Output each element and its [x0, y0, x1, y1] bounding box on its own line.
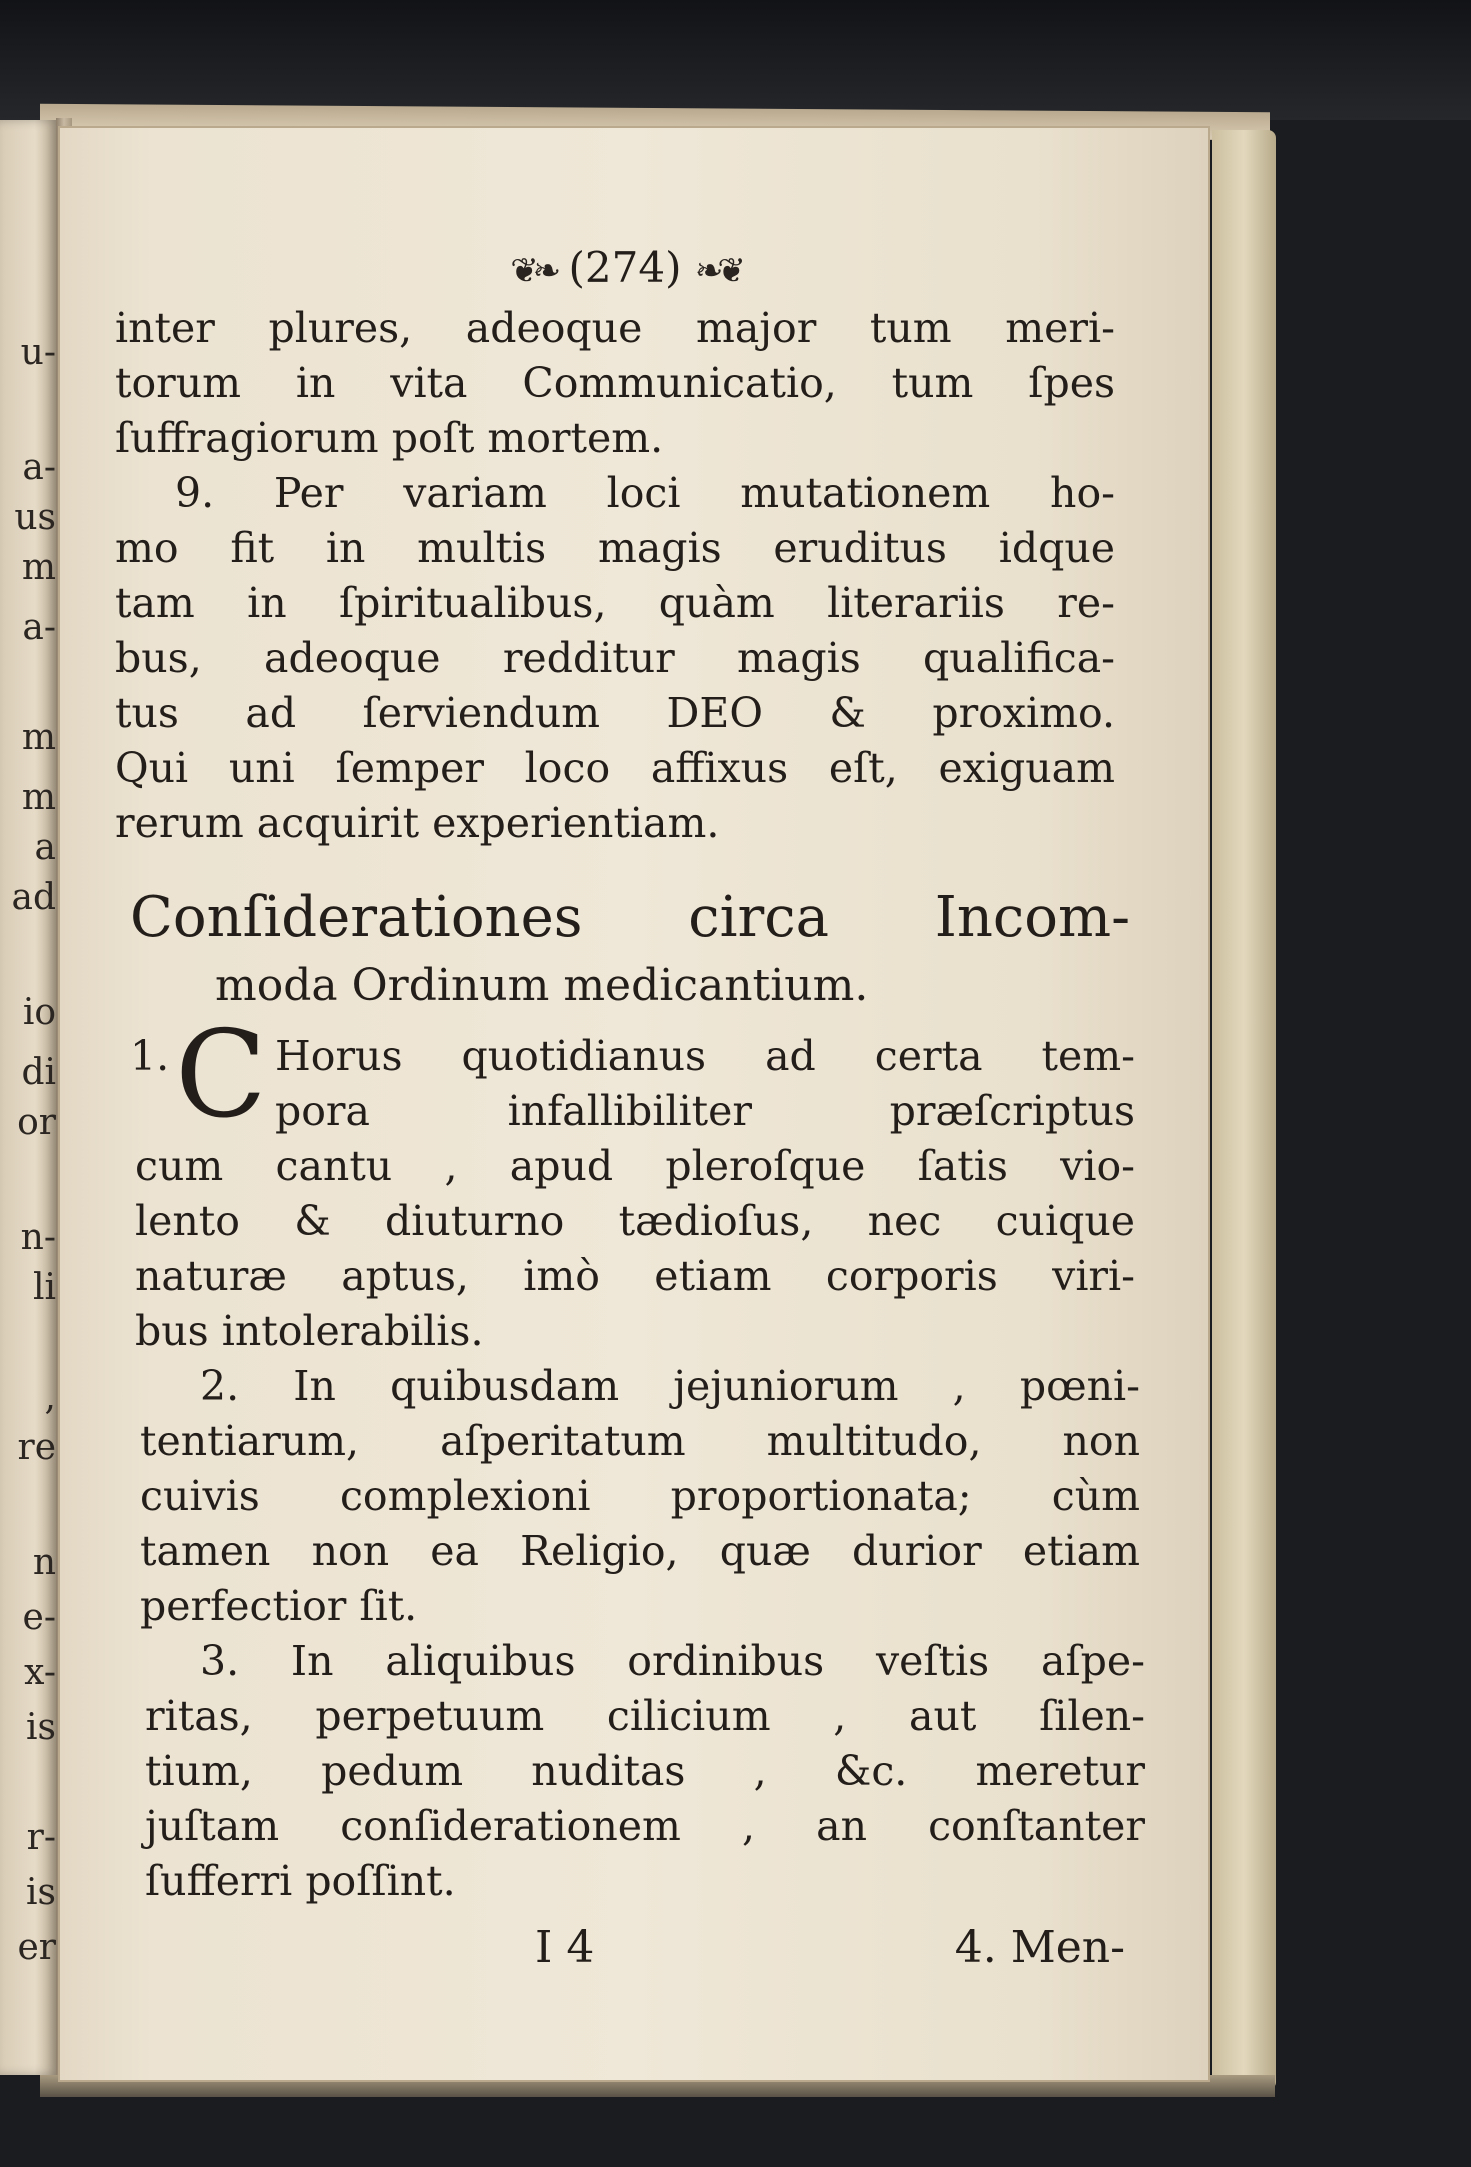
left-fragment: or [17, 1102, 56, 1143]
left-page-edge [0, 120, 58, 2075]
page-footer [115, 1920, 1125, 1982]
text-line: bus intolerabilis. [135, 1307, 484, 1355]
background-shadow [0, 0, 1471, 120]
left-fragment: e- [22, 1597, 56, 1638]
text-line: perfectior ſit. [140, 1582, 418, 1630]
left-fragment: is [26, 1707, 56, 1748]
text-line: naturæ aptus, imò etiam corporis viri- [135, 1252, 1135, 1300]
text-line: cum cantu , apud pleroſque ſatis vio- [135, 1142, 1135, 1190]
text-line: tamen non ea Religio, quæ durior etiam [140, 1527, 1140, 1575]
left-fragment: ad [11, 877, 56, 918]
left-fragment: u- [20, 332, 56, 373]
left-fragment: a- [22, 607, 56, 648]
page-header [415, 240, 835, 300]
left-fragment: , [44, 1377, 56, 1418]
text-line: cuivis complexioni proportionata; cùm [140, 1472, 1140, 1520]
text-line: mo fit in multis magis eruditus idque [115, 524, 1115, 572]
ornament-left-icon: ❦❧ [510, 251, 556, 291]
text-line: bus, adeoque redditur magis qualifica- [115, 634, 1115, 682]
section-heading-line2: moda Ordinum medicantium. [215, 960, 869, 1011]
drop-cap: C [175, 1006, 267, 1145]
left-fragment: us [14, 497, 56, 538]
catchword: 4. Men- [954, 1922, 1125, 1973]
text-line: juſtam conſiderationem , an conſtanter [145, 1802, 1145, 1850]
ornament-right-icon: ❧❦ [694, 251, 740, 291]
text-line: rerum acquirit experientiam. [115, 799, 720, 847]
text-line: lento & diuturno tædioſus, nec cuique [135, 1197, 1135, 1245]
left-fragment: a- [22, 447, 56, 488]
page-number: (274) [568, 243, 682, 292]
left-fragment: io [22, 992, 56, 1033]
book-cover-edge [1212, 130, 1276, 2090]
text-line: pora infallibiliter præſcriptus [275, 1087, 1135, 1135]
text-line: tium, pedum nuditas , &c. meretur [145, 1747, 1145, 1795]
text-line: tus ad ſerviendum DEO & proximo. [115, 689, 1115, 737]
text-line: ſufferri poſſint. [145, 1857, 456, 1905]
text-line: 3. In aliquibus ordinibus veſtis aſpe- [200, 1637, 1145, 1685]
text-line: tentiarum, aſperitatum multitudo, non [140, 1417, 1140, 1465]
text-line: 2. In quibusdam jejuniorum , pœni- [200, 1362, 1140, 1410]
section-heading: Conſiderationes circa Incom- [130, 885, 1130, 950]
left-fragment: er [17, 1927, 56, 1968]
text-line: torum in vita Communicatio, tum ſpes [115, 359, 1115, 407]
left-fragment: m [21, 547, 56, 588]
text-line: Qui uni ſemper loco affixus eſt, exiguam [115, 744, 1115, 792]
left-fragment: a [34, 827, 56, 868]
text-line: 9. Per variam loci mutationem ho- [175, 469, 1115, 517]
left-fragment: di [21, 1052, 56, 1093]
signature-mark: I 4 [535, 1922, 595, 1973]
left-fragment: n- [20, 1217, 56, 1258]
text-line: ritas, perpetuum cilicium , aut ſilen- [145, 1692, 1145, 1740]
text-line: ſuffragiorum poſt mortem. [115, 414, 664, 462]
item-number: 1. [130, 1032, 170, 1080]
left-fragment: is [26, 1872, 56, 1913]
text-line: tam in ſpiritualibus, quàm literariis re- [115, 579, 1115, 627]
left-fragment: x- [24, 1652, 56, 1693]
left-fragment: re [17, 1427, 56, 1468]
left-fragment: m [21, 717, 56, 758]
left-fragment: n [32, 1542, 56, 1583]
left-fragment: li [32, 1267, 56, 1308]
text-line: Horus quotidianus ad certa tem- [275, 1032, 1135, 1080]
left-fragment: m [21, 777, 56, 818]
left-fragment: r- [26, 1817, 56, 1858]
text-line: inter plures, adeoque major tum meri- [115, 304, 1115, 352]
